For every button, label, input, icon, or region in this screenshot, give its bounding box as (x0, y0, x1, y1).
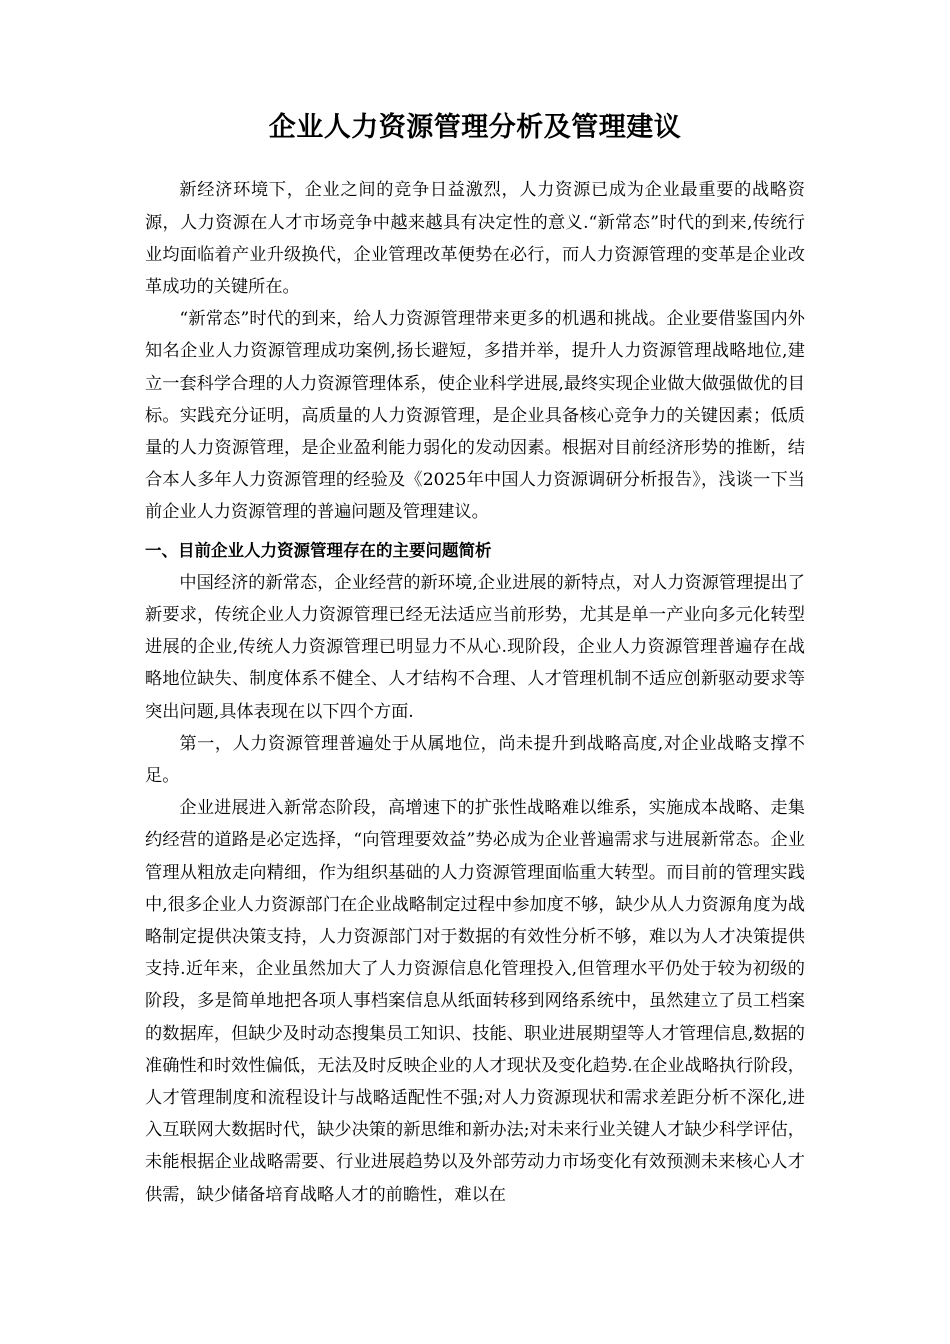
section-heading: 一、目前企业人力资源管理存在的主要问题简析 (145, 540, 492, 560)
section-paragraph-2: 第一，人力资源管理普遍处于从属地位，尚未提升到战略高度,对企业战略支撑不足。 (145, 733, 805, 787)
section-paragraph-1: 中国经济的新常态，企业经营的新环境,企业进展的新特点，对人力资源管理提出了新要求，传统企业人力资源管理已经无法适应当前形势，尤其是单一产业向多元化转型进展的企业,传统人力资源管理已明显力不从心.现阶段，企业人力资源管理普遍存在战略地位缺失、制度体系不健全、人才结构不合理、人才管理机制不适应创新驱动要求等突出问题,具体表现在以下四个方面. (145, 572, 805, 722)
intro-paragraph-2: “新常态”时代的到来，给人力资源管理带来更多的机遇和挑战。企业要借鉴国内外知名企业人力资源管理成功案例,扬长避短，多措并举，提升人力资源管理战略地位,建立一套科学合理的人力资源管理体系，使企业科学进展,最终实现企业做大做强做优的目标。实践充分证明，高质量的人力资源管理，是企业具备核心竞争力的关键因素；低质量的人力资源管理，是企业盈利能力弱化的发动因素。根据对目前经济形势的推断，结合本人多年人力资源管理的经验及《2025年中国人力资源调研分析报告》，浅谈一下当前企业人力资源管理的普遍问题及管理建议。 (145, 309, 805, 523)
intro-paragraph-1: 新经济环境下，企业之间的竞争日益激烈，人力资源已成为企业最重要的战略资源，人力资源在人才市场竞争中越来越具有决定性的意义.“新常态”时代的到来,传统行业均面临着产业升级换代，企业管理改革便势在必行，而人力资源管理的变革是企业改革成功的关键所在。 (145, 180, 805, 297)
section-paragraph-3: 企业进展进入新常态阶段，高增速下的扩张性战略难以维系，实施成本战略、走集约经营的道路是必定选择，“向管理要效益”势必成为企业普遍需求与进展新常态。企业管理从粗放走向精细，作为组织基础的人力资源管理面临重大转型。而目前的管理实践中,很多企业人力资源部门在企业战略制定过程中参加度不够，缺少从人力资源角度为战略制定提供决策支持，人力资源部门对于数据的有效性分析不够，难以为人才决策提供支持.近年来，企业虽然加大了人力资源信息化管理投入,但管理水平仍处于较为初级的阶段，多是简单地把各项人事档案信息从纸面转移到网络系统中，虽然建立了员工档案的数据库，但缺少及时动态搜集员工知识、技能、职业进展期望等人才管理信息,数据的准确性和时效性偏低，无法及时反映企业的人才现状及变化趋势.在企业战略执行阶段，人才管理制度和流程设计与战略适配性不强;对人力资源现状和需求差距分析不深化,进入互联网大数据时代，缺少决策的新思维和新办法;对未来行业关键人才缺少科学评估，未能根据企业战略需要、行业进展趋势以及外部劳动力市场变化有效预测未来核心人才供需，缺少储备培育战略人才的前瞻性，难以在 (145, 798, 805, 1205)
document-title: 企业人力资源管理分析及管理建议 (268, 112, 682, 143)
document-page (145, 112, 805, 1211)
